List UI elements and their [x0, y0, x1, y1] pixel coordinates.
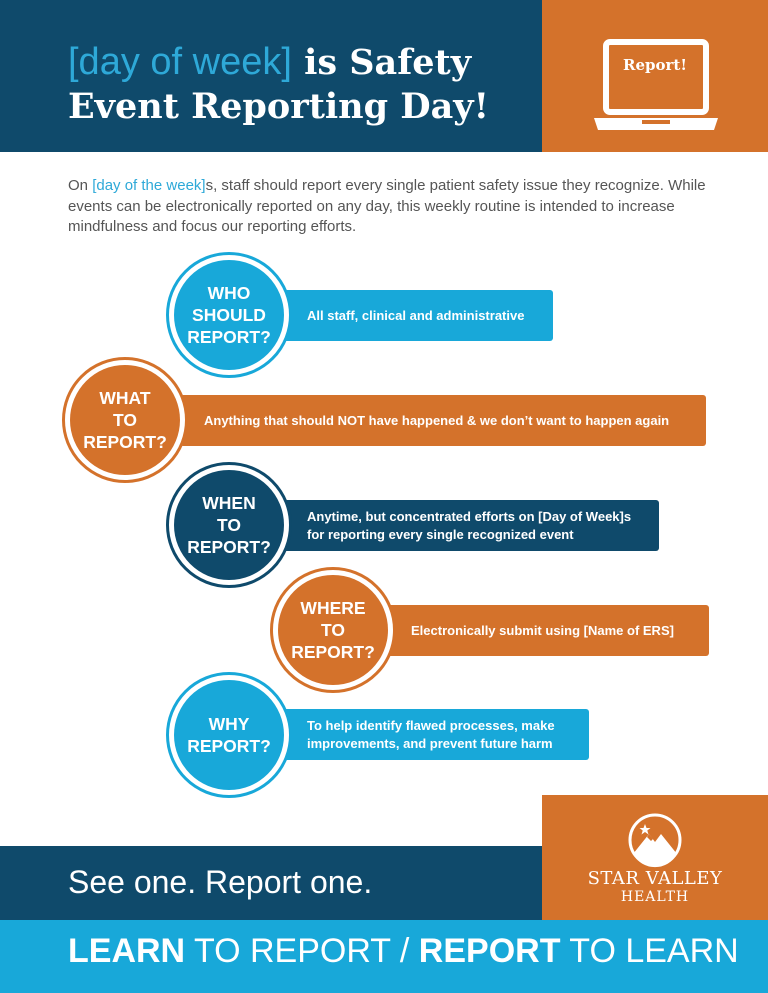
answer-bar-where	[387, 605, 709, 656]
laptop-icon	[592, 38, 720, 132]
title-highlight: [day of week]	[68, 41, 292, 83]
answer-bar-who	[283, 290, 553, 341]
slogan-end: TO LEARN	[560, 932, 739, 970]
slogan-mid: TO REPORT /	[185, 932, 419, 970]
answer-text-line2: improvements, and prevent future harm	[307, 735, 553, 751]
question-circle-when	[166, 462, 292, 588]
answer-text: All staff, clinical and administrative	[307, 307, 525, 323]
question-line: TO	[113, 410, 137, 430]
question-line: WHERE	[300, 598, 366, 618]
answer-text: Anything that should NOT have happened & we don’t want to happen again	[204, 412, 670, 428]
laptop-label: Report!	[623, 56, 687, 74]
answer-text-line1: To help identify flawed processes, make	[307, 717, 555, 733]
slogan-bold-report: REPORT	[418, 932, 561, 970]
question-line: REPORT?	[187, 736, 271, 756]
mountain-star-logo-icon	[627, 812, 683, 868]
tagline: See one. Report one.	[68, 864, 373, 900]
question-line: WHAT	[99, 388, 151, 408]
question-circle-what	[62, 357, 188, 483]
title-rest: is Safety	[291, 42, 472, 83]
page-title	[68, 40, 538, 129]
question-line: SHOULD	[192, 305, 266, 325]
slogan	[68, 930, 739, 972]
question-line: REPORT?	[187, 537, 271, 557]
question-line: WHY	[208, 714, 250, 734]
question-line: REPORT?	[291, 642, 375, 662]
logo-name-line2: HEALTH	[620, 889, 690, 905]
question-circle-where	[270, 567, 396, 693]
question-line: TO	[321, 620, 345, 640]
title-line2: Event Reporting Day!	[68, 86, 489, 127]
answer-text-line1: Anytime, but concentrated efforts on [Day of Week]s	[307, 508, 632, 524]
answer-text: Electronically submit using [Name of ERS]	[411, 622, 674, 638]
answer-bar-what	[180, 395, 706, 446]
intro-rest: s, staff should report every single patient safety issue they recognize. While events can be electronically reported on any day, this weekly routine is intended to increase mindfulness and focus our reporting efforts.	[68, 177, 706, 235]
question-line: WHEN	[202, 493, 256, 513]
logo-name-line1: STAR VALLEY	[587, 868, 723, 889]
answer-bar-when	[283, 500, 659, 551]
intro-highlight: [day of the week]	[92, 177, 206, 194]
intro-prefix: On	[68, 177, 93, 194]
question-line: REPORT?	[83, 432, 167, 452]
question-circle-who	[166, 252, 292, 378]
question-circle-why	[166, 672, 292, 798]
answer-bar-why	[283, 709, 589, 760]
question-line: REPORT?	[187, 327, 271, 347]
question-line: TO	[217, 515, 241, 535]
answer-text-line2: for reporting every single recognized event	[307, 526, 574, 542]
slogan-bold-learn: LEARN	[68, 932, 186, 970]
question-line: WHO	[207, 283, 251, 303]
intro-paragraph	[68, 176, 708, 238]
